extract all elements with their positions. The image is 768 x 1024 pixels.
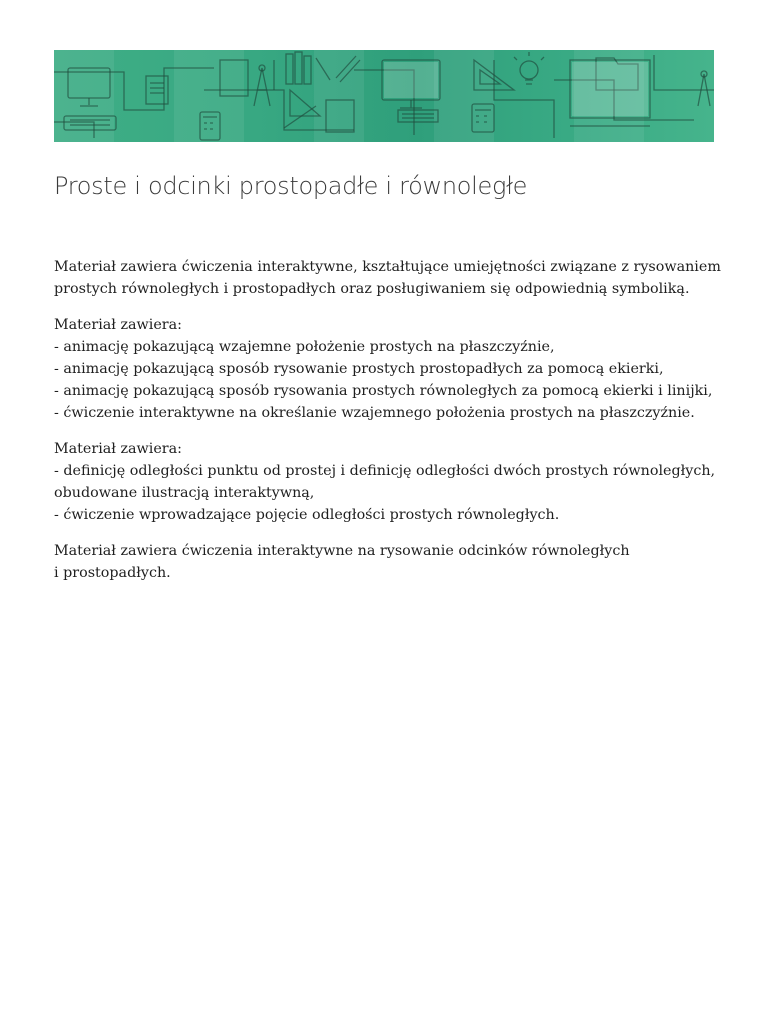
list-item: obudowane ilustracją interaktywną,	[54, 485, 315, 501]
list-item: - ćwiczenie interaktywne na określanie wzajemnego położenia prostych na płaszczyźnie.	[54, 405, 695, 421]
list-item: - ćwiczenie wprowadzające pojęcie odległości prostych równoległych.	[54, 507, 560, 523]
header-banner	[54, 50, 714, 142]
intro-paragraph	[54, 256, 724, 300]
list-item: - animację pokazującą sposób rysowania prostych równoległych za pomocą ekierki i linijki,	[54, 383, 713, 399]
list-heading: Materiał zawiera:	[54, 317, 182, 333]
list-heading: Materiał zawiera:	[54, 441, 182, 457]
description	[54, 256, 724, 598]
content-list-2	[54, 438, 724, 526]
text-line: prostych równoległych i prostopadłych oraz posługiwaniem się odpowiednią symboliką.	[54, 281, 690, 297]
content-list-1	[54, 314, 724, 424]
list-item: - animację pokazującą wzajemne położenie prostych na płaszczyźnie,	[54, 339, 555, 355]
list-item: - animację pokazującą sposób rysowanie prostych prostopadłych za pomocą ekierki,	[54, 361, 664, 377]
school-doodle-icon	[54, 50, 714, 142]
text-line: i prostopadłych.	[54, 565, 171, 581]
text-line: Materiał zawiera ćwiczenia interaktywne na rysowanie odcinków równoległych	[54, 543, 630, 559]
text-line: Materiał zawiera ćwiczenia interaktywne, kształtujące umiejętności związane z rysowaniem	[54, 259, 721, 275]
page-title: Proste i odcinki prostopadłe i równoległe	[54, 172, 528, 200]
list-item: - definicję odległości punktu od prostej i definicję odległości dwóch prostych równoległych,	[54, 463, 716, 479]
closing-paragraph	[54, 540, 724, 584]
